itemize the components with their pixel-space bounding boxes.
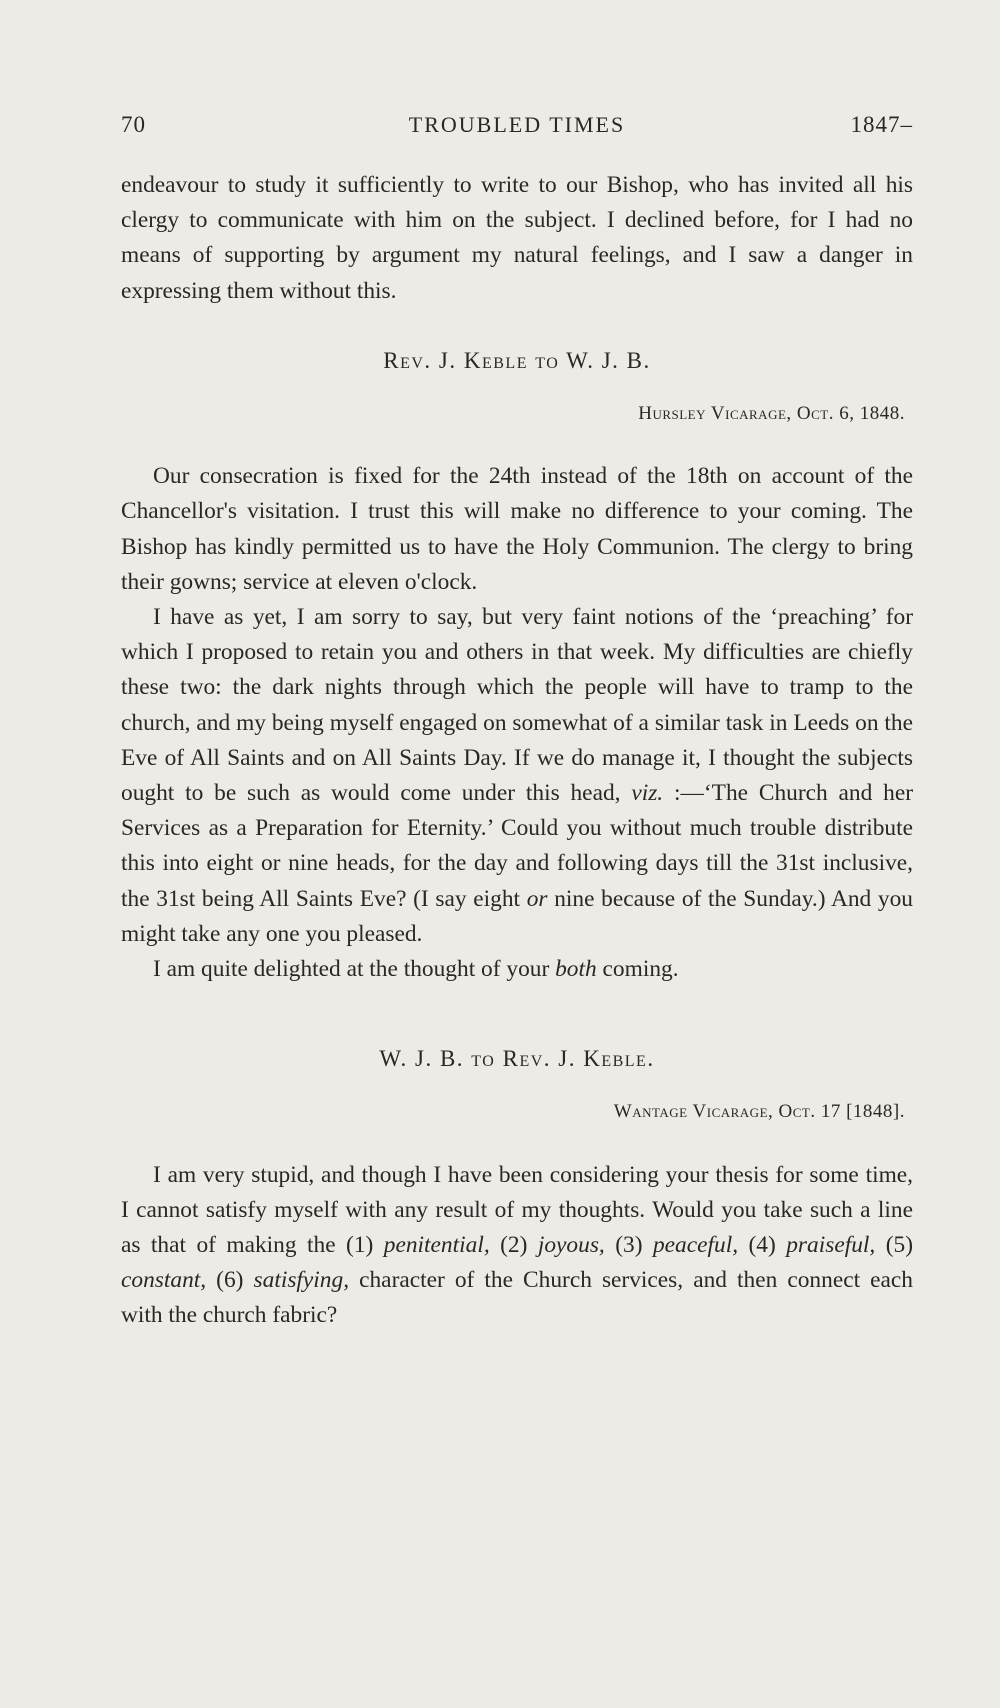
italic-both: both: [555, 956, 597, 983]
letter2-paragraph-1: I am very stupid, and though I have been considering your thesis for some time, I cannot satisfy myself with any result of my thoughts. Would you take such a line as that of making the (1) penitential, (2) joyous, (3) peaceful, (4) praiseful, (5) constant, (6) satisfying, character of the Church services, and then connect each with the church fabric?: [121, 1161, 913, 1329]
letter1-paragraph-2: I have as yet, I am sorry to say, but very faint notions of the ‘preaching’ for which I proposed to retain you and others in that week. My difficulties are chiefly these two: the dark nights through which the people will have to tramp to the church, and my being myself engaged on somewhat of a similar task in Leeds on the Eve of All Saints and on All Saints Day. If we do manage it, I thought the subjects ought to be such as would come under this head, viz. :—‘The Church and her Services as a Preparation for Eternity.’ Could you without much trouble distribute this into eight or nine heads, for the day and following days till the 31st inclusive, the 31st being All Saints Eve? (I say eight or nine because of the Sunday.) And you might take any one you pleased.: [121, 604, 914, 947]
italic-or: or: [526, 885, 548, 912]
letter2-heading: W. J. B. to Rev. J. Keble.: [379, 1046, 655, 1072]
running-title: TROUBLED TIMES: [408, 112, 626, 137]
letter1-paragraph-3: I am quite delighted at the thought of your both coming.: [153, 956, 679, 983]
letter2-place-date: Wantage Vicarage, Oct. 17 [1848].: [613, 1101, 905, 1123]
page-number: 70: [121, 112, 146, 137]
intro-paragraph: endeavour to study it sufficiently to write to our Bishop, who has invited all his clergy to communicate with him on the subject. I declined before, for I had no means of supporting by argument my natural feelings, and I saw a danger in expressing them without this.: [121, 172, 913, 304]
running-header: [121, 108, 913, 148]
letter1-paragraph-1: Our consecration is fixed for the 24th instead of the 18th on account of the Chancellor's visitation. I trust this will make no difference to your coming. The Bishop has kindly permitted us to have the Holy Communion. The clergy to bring their gowns; service at eleven o'clock.: [121, 463, 913, 595]
header-year: 1847–: [850, 112, 913, 137]
letter1-place-date: Hursley Vicarage, Oct. 6, 1848.: [638, 403, 905, 425]
page-body: [121, 168, 913, 1334]
italic-viz: viz.: [631, 780, 664, 807]
letter1-heading: Rev. J. Keble to W. J. B.: [383, 347, 651, 373]
